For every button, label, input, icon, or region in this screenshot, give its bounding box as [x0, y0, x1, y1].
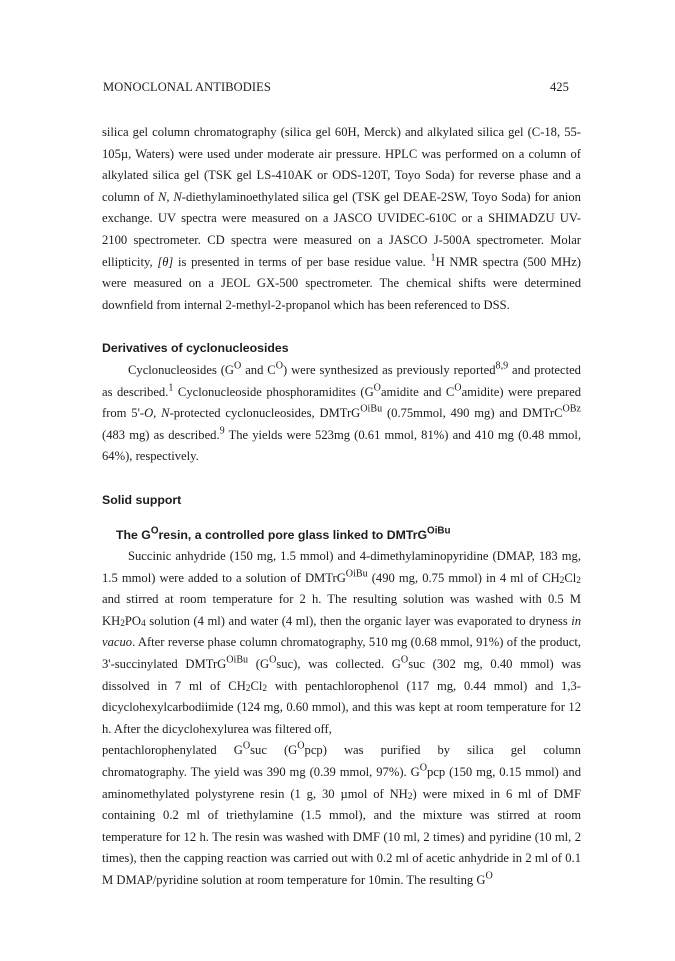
running-title: MONOCLONAL ANTIBODIES: [103, 80, 271, 94]
methods-paragraph: silica gel column chromatography (silica gel 60H, Merck) and alkylated silica gel (C-18, 55-105µ, Waters) were used under moderate air pressure. HPLC was performed on a column of alkylated silica gel (TSK gel LS-410AK or ODS-120T, Toyo Soda) for reverse phase and a column of N, N-diethylaminoethylated silica gel (TSK gel DEAE-2SW, Toyo Soda) for anion exchange. UV spectra were measured on a JASCO UVIDEC-610C or a SHIMADZU UV-2100 spectrometer. CD spectra were measured on a JASCO J-500A spectrometer. Molar ellipticity, [θ] is presented in terms of per base residue value. $^1$H NMR spectra (500 MHz) were measured on a JEOL GX-500 spectrometer. The chemical shifts were determined downfield from internal 2-methyl-2-propanol which has been referenced to DSS.: [102, 125, 582, 312]
section-heading-derivatives: Derivatives of cyclonucleosides: [102, 341, 289, 356]
resin-paragraph-continued: chromatography. The yield was 390 mg (0.39 mmol, 97%). $G^Opcp$ (150 mg, 0.15 mmol) and aminomethylated polystyrene resin (1 g, 30 µmol of $NH_2$) were mixed in 6 ml of DMF containing 0.2 ml of triethylamine (1.5 mmol), and the mixture was stirred at room temperature for 12 h. The resin was washed with DMF (10 ml, 2 times) and pyridine (10 ml, 2 times), then the capping reaction was carried out with 0.2 ml of acetic anhydride in 2 ml of 0.1 M DMAP/pyridine solution at room temperature for 10min. The resulting $G^O$: [102, 762, 581, 887]
running-header: [103, 80, 569, 95]
derivatives-paragraph: Cyclonucleosides ($G^O$ and $C^O$) were synthesized as previously reported$^{8,9}$ and protected as described.$^1$ Cyclonucleoside phosphoramidites ($G^Oamidite$ and $C^Oamidite$) were prepared from 5'-O, N-protected cyclonucleosides, DMTrG$^{OiBu}$ (0.75mmol, 490 mg) and DMTrC$^{OBz}$ (483 mg) as described.$^9$ The yields were 523mg (0.61 mmol, 81%) and 410 mg (0.48 mmol, 64%), respectively.: [102, 360, 582, 464]
section-heading-solid-support: Solid support: [102, 492, 182, 507]
resin-paragraph: Succinic anhydride (150 mg, 1.5 mmol) and 4-dimethylaminopyridine (DMAP, 183 mg, 1.5 mmol) were added to a solution of DMTrG$^{OiBu}$ (490 mg, 0.75 mmol) in 4 ml of $CH_2Cl_2$ and stirred at room temperature for 2 h. The resulting solution was washed with 0.5 M $KH_2PO_4$ solution (4 ml) and water (4 ml), then the organic layer was evaporated to dryness in vacuo. After reverse phase column chromatography, 510 mg (0.68 mmol, 91%) of the product, 3'-succinylated DMTrG$^{OiBu}$ $(G^Osuc)$, was collected. $G^Osuc$ (302 mg, 0.40 mmol) was dissolved in 7 ml of $CH_2Cl_2$ with pentachlorophenol (117 mg, 0.44 mmol) and 1,3-dicyclohexylcarbodiimide (124 mg, 0.60 mmol), and this was kept at room temperature for 12 h. After the dicyclohexylurea was filtered off,: [102, 549, 582, 736]
body-text: [102, 122, 581, 892]
page-number: 425: [549, 80, 569, 94]
subsection-heading-resin: The $G^Oresin$, a controlled pore glass linked to DMTrG$^{OiBu}$: [116, 525, 451, 542]
resin-paragraph-spread-line: pentachlorophenylated $G^Osuc$ $(G^Opcp)$ was purified by silica gel column: [102, 740, 581, 758]
